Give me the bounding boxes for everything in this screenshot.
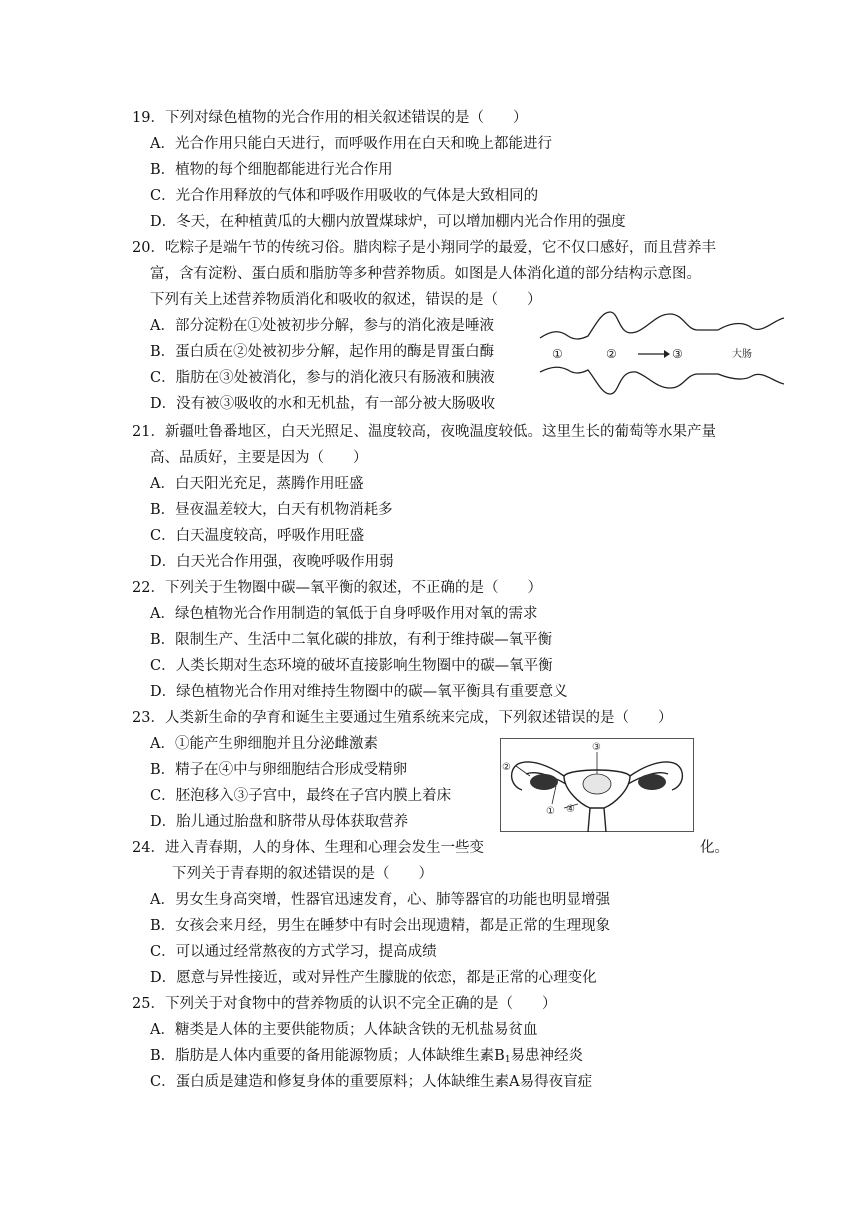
question-21-option-c: C．白天温度较高，呼吸作用旺盛: [150, 528, 365, 544]
question-23-option-d: D．胎儿通过胎盘和脐带从母体获取营养: [150, 814, 409, 830]
reproductive-label-1: ①: [546, 806, 555, 817]
question-20-stem-line3: 下列有关上述营养物质消化和吸收的叙述，错误的是（ ）: [150, 292, 542, 308]
digestive-label-1: ①: [552, 347, 563, 361]
question-23-stem: 23．人类新生命的孕育和诞生主要通过生殖系统来完成，下列叙述错误的是（ ）: [132, 710, 673, 726]
digestive-label-2: ②: [606, 347, 617, 361]
question-20-option-b: B．蛋白质在②处被初步分解，起作用的酶是胃蛋白酶: [150, 344, 495, 360]
question-25-option-b: [150, 1046, 583, 1070]
question-25-option-b-tail: 易患神经炎: [510, 1048, 584, 1064]
question-21-option-b: B．昼夜温差较大，白天有机物消耗多: [150, 502, 393, 518]
question-20-option-a: A．部分淀粉在①处被初步分解，参与的消化液是唾液: [150, 318, 494, 334]
question-22-stem: 22．下列关于生物圈中碳—氧平衡的叙述，不正确的是（ ）: [132, 580, 542, 596]
question-20-stem-line2: 富，含有淀粉、蛋白质和脂肪等多种营养物质。如图是人体消化道的部分结构示意图。: [150, 266, 701, 282]
question-25-stem: 25．下列关于对食物中的营养物质的认识不完全正确的是（ ）: [132, 996, 557, 1012]
question-24-stem-line1-end: 化。: [700, 840, 729, 856]
reproductive-label-4: ④: [566, 804, 575, 815]
question-22-option-b: B．限制生产、生活中二氧化碳的排放，有利于维持碳—氧平衡: [150, 632, 553, 648]
question-21-stem-line2: 高、品质好，主要是因为（ ）: [150, 450, 368, 466]
question-22-option-a: A．绿色植物光合作用制造的氧低于自身呼吸作用对氧的需求: [150, 606, 538, 622]
question-24-option-a: A．男女生身高突增，性器官迅速发育，心、肺等器官的功能也明显增强: [150, 892, 610, 908]
question-20-option-c: C．脂肪在③处被消化，参与的消化液只有肠液和胰液: [150, 370, 495, 386]
question-21-option-a: A．白天阳光充足，蒸腾作用旺盛: [150, 476, 364, 492]
question-23-option-a: A．①能产生卵细胞并且分泌雌激素: [150, 736, 378, 752]
question-21-stem-line1: 21．新疆吐鲁番地区，白天光照足、温度较高，夜晚温度较低。这里生长的葡萄等水果产量: [132, 424, 716, 440]
digestive-label-3: ③: [672, 347, 683, 361]
reproductive-system-figure: [500, 738, 694, 832]
question-19-option-a: A．光合作用只能白天进行，而呼吸作用在白天和晚上都能进行: [150, 136, 552, 152]
question-25-option-c: C．蛋白质是建造和修复身体的重要原料；人体缺维生素A易得夜盲症: [150, 1074, 593, 1090]
question-20-option-d: D．没有被③吸收的水和无机盐，有一部分被大肠吸收: [150, 396, 496, 412]
question-23-option-b: B．精子在④中与卵细胞结合形成受精卵: [150, 762, 408, 778]
question-24-option-c: C．可以通过经常熬夜的方式学习，提高成绩: [150, 944, 437, 960]
question-19-option-b: B．植物的每个细胞都能进行光合作用: [150, 162, 393, 178]
question-19-stem: 19．下列对绿色植物的光合作用的相关叙述错误的是（ ）: [132, 110, 528, 126]
question-20-stem-line1: 20．吃粽子是端午节的传统习俗。腊肉粽子是小翔同学的最爱，它不仅口感好，而且营养丰: [132, 240, 716, 256]
question-24-stem-line2: 下列关于青春期的叙述错误的是（ ）: [172, 866, 433, 882]
question-25-option-a: A．糖类是人体的主要供能物质；人体缺含铁的无机盐易贫血: [150, 1022, 538, 1038]
question-24-stem-line1: 24．进入青春期，人的身体、生理和心理会发生一些变: [132, 840, 484, 856]
question-22-option-c: C．人类长期对生态环境的破坏直接影响生物圈中的碳—氧平衡: [150, 658, 553, 674]
vitamin-b1-subscript: 1: [504, 1055, 511, 1065]
digestive-label-large-intestine: 大肠: [732, 349, 752, 360]
digestive-tract-figure: [538, 310, 786, 396]
question-22-option-d: D．绿色植物光合作用对维持生物圈中的碳—氧平衡具有重要意义: [150, 684, 568, 700]
question-24-option-d: D．愿意与异性接近，或对异性产生朦胧的依恋，都是正常的心理变化: [150, 970, 597, 986]
question-19-option-d: D．冬天，在种植黄瓜的大棚内放置煤球炉，可以增加棚内光合作用的强度: [150, 214, 626, 230]
question-19-option-c: C．光合作用释放的气体和呼吸作用吸收的气体是大致相同的: [150, 188, 539, 204]
reproductive-label-2: ②: [502, 762, 511, 773]
question-24-option-b: B．女孩会来月经，男生在睡梦中有时会出现遗精，都是正常的生理现象: [150, 918, 611, 934]
reproductive-label-3: ③: [592, 742, 601, 753]
question-23-option-c: C．胚泡移入③子宫中，最终在子宫内膜上着床: [150, 788, 452, 804]
question-21-option-d: D．白天光合作用强，夜晚呼吸作用弱: [150, 554, 394, 570]
question-25-option-b-main: B．脂肪是人体内重要的备用能源物质；人体缺维生素B: [150, 1048, 505, 1064]
